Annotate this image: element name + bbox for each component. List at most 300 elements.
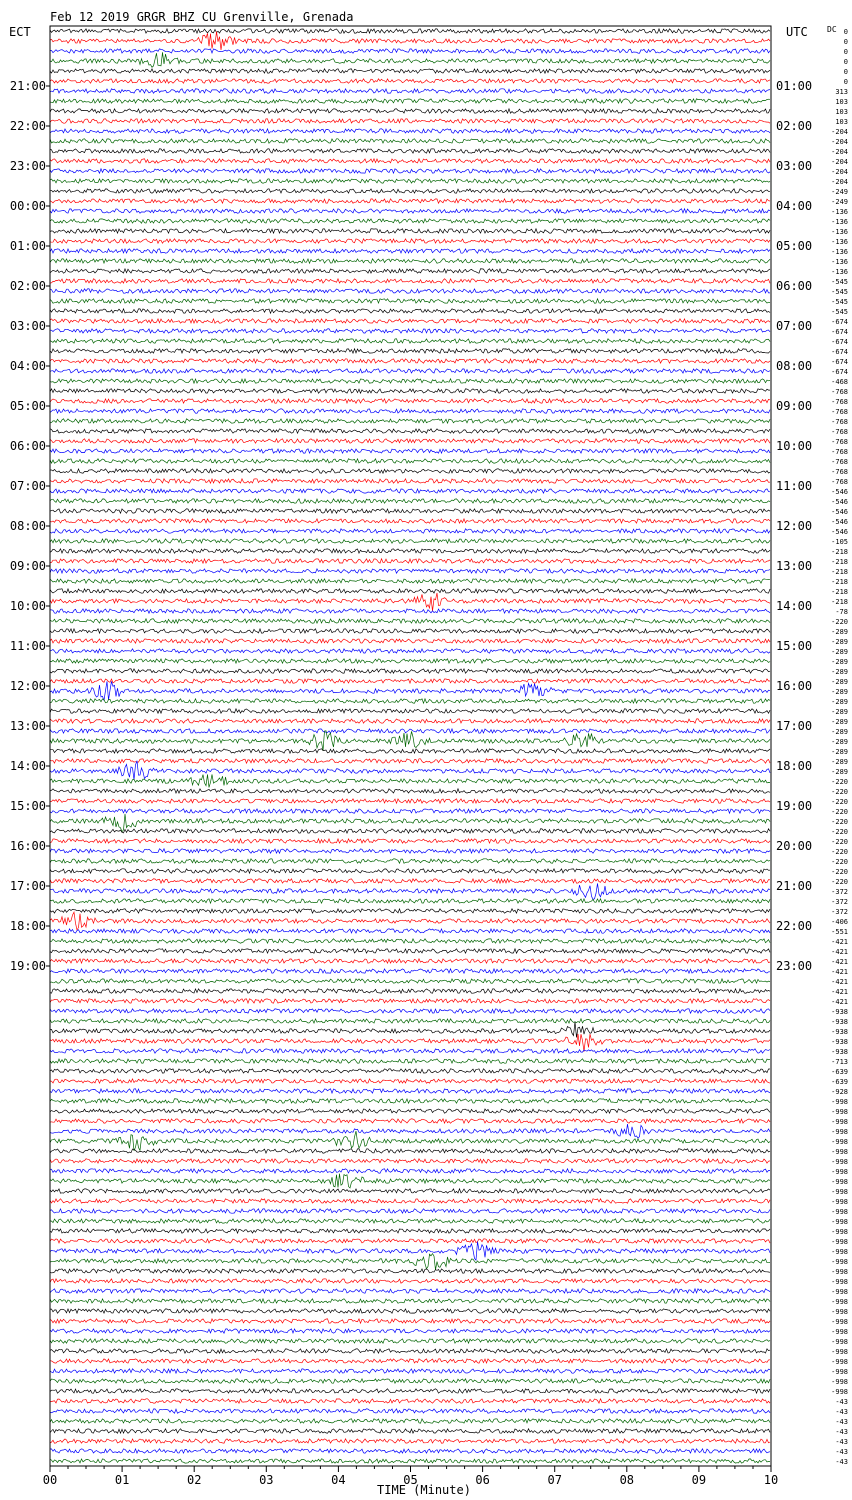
trace-90 (50, 929, 770, 933)
dc-offset-value: -43 (835, 1428, 848, 1436)
trace-65 (50, 679, 770, 683)
dc-offset-value: 103 (835, 98, 848, 106)
dc-offset-value: -204 (831, 128, 848, 136)
trace-138 (50, 1409, 770, 1413)
trace-9 (50, 119, 770, 123)
left-hour-label: 09:00 (9, 559, 46, 573)
dc-offset-value: -218 (831, 588, 848, 596)
x-tick-label: 05 (403, 1473, 418, 1487)
trace-15 (50, 179, 770, 183)
right-hour-label: 02:00 (776, 119, 813, 133)
trace-135 (50, 1379, 770, 1383)
trace-110 (50, 1124, 770, 1138)
trace-82 (50, 849, 770, 853)
trace-87 (50, 899, 770, 903)
trace-51 (50, 539, 770, 543)
trace-66 (50, 681, 770, 700)
dc-offset-value: -289 (831, 658, 848, 666)
trace-44 (50, 469, 770, 473)
trace-40 (50, 429, 770, 433)
left-hour-label: 18:00 (9, 919, 46, 933)
trace-55 (50, 579, 770, 583)
trace-35 (50, 379, 770, 383)
x-tick-label: 00 (42, 1473, 58, 1487)
dc-offset-value: -546 (831, 528, 848, 536)
right-hour-label: 20:00 (776, 839, 813, 853)
dc-offset-value: -546 (831, 488, 848, 496)
dc-offset-value: 103 (835, 118, 848, 126)
trace-72 (50, 749, 770, 753)
right-hour-label: 06:00 (776, 279, 813, 293)
trace-47 (50, 499, 770, 503)
trace-133 (50, 1359, 770, 1363)
dc-offset-value: -639 (831, 1078, 848, 1086)
right-hour-labels (776, 79, 812, 973)
dc-offset-value: -289 (831, 648, 848, 656)
dc-offset-value: -136 (831, 228, 848, 236)
x-axis-label: TIME (Minute) (377, 1483, 471, 1497)
trace-97 (50, 999, 770, 1003)
trace-63 (50, 659, 770, 663)
trace-111 (50, 1131, 770, 1151)
dc-offset-value: -768 (831, 478, 848, 486)
dc-offset-value: 0 (843, 48, 848, 56)
dc-offset-value: -546 (831, 498, 848, 506)
left-hour-label: 03:00 (9, 319, 46, 333)
trace-25 (50, 279, 770, 283)
dc-offset-value: -768 (831, 388, 848, 396)
trace-80 (50, 829, 770, 833)
trace-52 (50, 549, 770, 553)
trace-7 (50, 99, 770, 103)
trace-75 (50, 774, 770, 787)
x-tick-label: 08 (619, 1473, 635, 1487)
right-hour-label: 21:00 (776, 879, 813, 893)
trace-78 (50, 809, 770, 813)
dc-offset-value: -372 (831, 888, 848, 896)
right-axis-label: UTC (786, 25, 808, 39)
trace-61 (50, 639, 770, 643)
x-tick-label: 04 (331, 1473, 346, 1487)
dc-offset-value: -372 (831, 908, 848, 916)
left-hour-label: 10:00 (9, 599, 46, 613)
dc-offset-value: -551 (831, 928, 848, 936)
dc-offset-value: -220 (831, 858, 848, 866)
trace-119 (50, 1219, 770, 1223)
right-hour-label: 22:00 (776, 919, 813, 933)
dc-offset-value: -421 (831, 968, 848, 976)
trace-28 (50, 309, 770, 313)
trace-77 (50, 799, 770, 803)
trace-34 (50, 369, 770, 373)
trace-23 (50, 259, 770, 263)
trace-29 (50, 319, 770, 323)
left-hour-label: 15:00 (9, 799, 46, 813)
right-hour-label: 08:00 (776, 359, 813, 373)
dc-offset-value: -768 (831, 458, 848, 466)
trace-102 (50, 1049, 770, 1053)
trace-56 (50, 589, 770, 593)
left-hour-label: 00:00 (9, 199, 46, 213)
left-hour-label: 23:00 (9, 159, 46, 173)
left-hour-label: 05:00 (9, 399, 46, 413)
trace-127 (50, 1299, 770, 1303)
x-tick-label: 02 (186, 1473, 202, 1487)
dc-offset-value: -421 (831, 998, 848, 1006)
trace-22 (50, 249, 770, 253)
trace-53 (50, 559, 770, 563)
dc-offset-value: -998 (831, 1178, 848, 1186)
trace-123 (50, 1254, 770, 1270)
trace-73 (50, 759, 770, 763)
dc-offset-value: -998 (831, 1108, 848, 1116)
trace-70 (50, 729, 770, 733)
trace-84 (50, 869, 770, 873)
dc-offset-value: -218 (831, 558, 848, 566)
dc-offset-value: -928 (831, 1088, 848, 1096)
right-hour-label: 23:00 (776, 959, 813, 973)
x-tick-label: 09 (691, 1473, 707, 1487)
left-hour-label: 04:00 (9, 359, 46, 373)
dc-offset-value: -768 (831, 428, 848, 436)
left-hour-label: 14:00 (9, 759, 46, 773)
dc-label: DC (827, 25, 837, 34)
dc-offset-value: -545 (831, 308, 848, 316)
dc-offset-value: -204 (831, 148, 848, 156)
trace-48 (50, 509, 770, 513)
dc-offset-labels (831, 28, 848, 1466)
left-hour-label: 22:00 (9, 119, 46, 133)
left-hour-label: 21:00 (9, 79, 46, 93)
dc-offset-value: -998 (831, 1378, 848, 1386)
trace-91 (50, 939, 770, 943)
right-hour-label: 19:00 (776, 799, 813, 813)
trace-126 (50, 1289, 770, 1293)
left-hour-label: 08:00 (9, 519, 46, 533)
trace-33 (50, 359, 770, 363)
dc-offset-value: -220 (831, 868, 848, 876)
trace-31 (50, 339, 770, 343)
right-hour-label: 09:00 (776, 399, 813, 413)
trace-43 (50, 459, 770, 463)
trace-38 (50, 409, 770, 413)
trace-68 (50, 709, 770, 713)
trace-30 (50, 329, 770, 333)
dc-offset-value: -289 (831, 738, 848, 746)
dc-offset-value: -998 (831, 1188, 848, 1196)
trace-12 (50, 149, 770, 153)
trace-105 (50, 1079, 770, 1083)
left-axis-label: ECT (9, 25, 31, 39)
right-hour-label: 10:00 (776, 439, 813, 453)
trace-120 (50, 1229, 770, 1233)
dc-offset-value: -218 (831, 578, 848, 586)
trace-124 (50, 1269, 770, 1273)
dc-offset-value: -674 (831, 318, 848, 326)
dc-offset-value: -43 (835, 1458, 848, 1466)
trace-59 (50, 619, 770, 623)
trace-89 (50, 912, 770, 930)
dc-offset-value: -289 (831, 638, 848, 646)
trace-131 (50, 1339, 770, 1343)
left-hour-label: 02:00 (9, 279, 46, 293)
right-hour-label: 05:00 (776, 239, 813, 253)
left-hour-label: 16:00 (9, 839, 46, 853)
right-hour-label: 16:00 (776, 679, 813, 693)
trace-118 (50, 1209, 770, 1213)
trace-93 (50, 959, 770, 963)
dc-offset-value: -406 (831, 918, 848, 926)
left-hour-label: 01:00 (9, 239, 46, 253)
dc-offset-value: -713 (831, 1058, 848, 1066)
trace-17 (50, 199, 770, 203)
left-hour-label: 17:00 (9, 879, 46, 893)
dc-offset-value: -938 (831, 1018, 848, 1026)
trace-136 (50, 1389, 770, 1393)
dc-offset-value: -218 (831, 568, 848, 576)
trace-141 (50, 1439, 770, 1443)
trace-0 (50, 29, 770, 33)
dc-offset-value: 0 (843, 38, 848, 46)
trace-14 (50, 169, 770, 173)
trace-86 (50, 883, 770, 899)
trace-3 (50, 52, 770, 67)
dc-offset-value: -136 (831, 208, 848, 216)
dc-offset-value: -674 (831, 328, 848, 336)
trace-94 (50, 969, 770, 973)
dc-offset-value: -289 (831, 688, 848, 696)
left-hour-label: 07:00 (9, 479, 46, 493)
trace-71 (50, 731, 770, 751)
left-hour-label: 06:00 (9, 439, 46, 453)
trace-88 (50, 909, 770, 913)
trace-46 (50, 489, 770, 493)
trace-60 (50, 629, 770, 633)
trace-134 (50, 1369, 770, 1373)
dc-offset-value: -998 (831, 1308, 848, 1316)
trace-20 (50, 229, 770, 233)
dc-offset-value: -468 (831, 378, 848, 386)
trace-27 (50, 299, 770, 303)
dc-offset-value: 0 (843, 68, 848, 76)
dc-offset-value: -998 (831, 1358, 848, 1366)
dc-offset-value: -105 (831, 538, 848, 546)
dc-offset-value: -289 (831, 708, 848, 716)
trace-85 (50, 879, 770, 883)
trace-100 (50, 1022, 770, 1038)
dc-offset-value: -768 (831, 468, 848, 476)
dc-offset-value: -43 (835, 1398, 848, 1406)
right-hour-label: 12:00 (776, 519, 813, 533)
dc-offset-value: -768 (831, 448, 848, 456)
dc-offset-value: -136 (831, 258, 848, 266)
dc-offset-value: -220 (831, 808, 848, 816)
trace-125 (50, 1279, 770, 1283)
trace-37 (50, 399, 770, 403)
trace-103 (50, 1059, 770, 1063)
chart-title: Feb 12 2019 GRGR BHZ CU Grenville, Grenada (50, 10, 354, 24)
dc-offset-value: -998 (831, 1228, 848, 1236)
trace-140 (50, 1429, 770, 1433)
trace-104 (50, 1069, 770, 1073)
trace-54 (50, 569, 770, 573)
trace-137 (50, 1399, 770, 1403)
trace-83 (50, 859, 770, 863)
dc-offset-value: -998 (831, 1248, 848, 1256)
dc-offset-value: -220 (831, 828, 848, 836)
right-hour-label: 14:00 (776, 599, 813, 613)
dc-offset-value: -768 (831, 398, 848, 406)
right-hour-label: 03:00 (776, 159, 813, 173)
trace-76 (50, 789, 770, 793)
dc-offset-value: -998 (831, 1098, 848, 1106)
dc-offset-value: -421 (831, 978, 848, 986)
left-hour-label: 13:00 (9, 719, 46, 733)
trace-81 (50, 839, 770, 843)
trace-95 (50, 979, 770, 983)
x-tick-label: 01 (114, 1473, 130, 1487)
right-hour-label: 11:00 (776, 479, 813, 493)
trace-11 (50, 139, 770, 143)
dc-offset-value: -289 (831, 678, 848, 686)
dc-offset-value: -289 (831, 628, 848, 636)
trace-50 (50, 529, 770, 533)
dc-offset-value: -249 (831, 198, 848, 206)
trace-21 (50, 239, 770, 243)
right-hour-label: 04:00 (776, 199, 813, 213)
dc-offset-value: -998 (831, 1388, 848, 1396)
dc-offset-value: -998 (831, 1318, 848, 1326)
trace-114 (50, 1169, 770, 1173)
dc-offset-value: -43 (835, 1438, 848, 1446)
dc-offset-value: -938 (831, 1048, 848, 1056)
dc-offset-value: -372 (831, 898, 848, 906)
dc-offset-value: -136 (831, 238, 848, 246)
dc-offset-value: -220 (831, 818, 848, 826)
dc-offset-value: -674 (831, 338, 848, 346)
trace-36 (50, 389, 770, 393)
dc-offset-value: -43 (835, 1418, 848, 1426)
dc-offset-value: -220 (831, 798, 848, 806)
dc-offset-value: -136 (831, 268, 848, 276)
trace-26 (50, 289, 770, 293)
dc-offset-value: -639 (831, 1068, 848, 1076)
dc-offset-value: -218 (831, 598, 848, 606)
dc-offset-value: -136 (831, 248, 848, 256)
dc-offset-value: -674 (831, 368, 848, 376)
dc-offset-value: -546 (831, 518, 848, 526)
left-hour-label: 19:00 (9, 959, 46, 973)
dc-offset-value: -220 (831, 838, 848, 846)
left-hour-label: 12:00 (9, 679, 46, 693)
dc-offset-value: -998 (831, 1218, 848, 1226)
dc-offset-value: -43 (835, 1448, 848, 1456)
trace-107 (50, 1099, 770, 1103)
trace-99 (50, 1019, 770, 1023)
dc-offset-value: -545 (831, 298, 848, 306)
trace-112 (50, 1149, 770, 1153)
trace-109 (50, 1119, 770, 1123)
dc-offset-value: -998 (831, 1148, 848, 1156)
trace-121 (50, 1239, 770, 1243)
trace-64 (50, 669, 770, 673)
trace-132 (50, 1349, 770, 1353)
trace-69 (50, 719, 770, 723)
trace-113 (50, 1159, 770, 1163)
trace-92 (50, 949, 770, 953)
trace-2 (50, 49, 770, 53)
trace-4 (50, 69, 770, 73)
dc-offset-value: -998 (831, 1268, 848, 1276)
dc-offset-value: -289 (831, 758, 848, 766)
dc-offset-value: -220 (831, 778, 848, 786)
trace-101 (50, 1034, 770, 1052)
dc-offset-value: 0 (843, 58, 848, 66)
trace-18 (50, 209, 770, 213)
dc-offset-value: -249 (831, 188, 848, 196)
trace-106 (50, 1089, 770, 1093)
trace-108 (50, 1109, 770, 1113)
trace-115 (50, 1174, 770, 1188)
trace-24 (50, 269, 770, 273)
trace-lines (50, 29, 770, 1463)
trace-8 (50, 109, 770, 113)
dc-offset-value: 0 (843, 28, 848, 36)
trace-62 (50, 649, 770, 653)
dc-offset-value: -768 (831, 408, 848, 416)
right-hour-label: 15:00 (776, 639, 813, 653)
dc-offset-value: -998 (831, 1158, 848, 1166)
dc-offset-value: -998 (831, 1258, 848, 1266)
dc-offset-value: -998 (831, 1198, 848, 1206)
trace-41 (50, 439, 770, 443)
trace-58 (50, 609, 770, 613)
dc-offset-value: -220 (831, 788, 848, 796)
trace-142 (50, 1449, 770, 1453)
dc-offset-value: 313 (835, 88, 848, 96)
trace-42 (50, 449, 770, 453)
trace-129 (50, 1319, 770, 1323)
dc-offset-value: -768 (831, 418, 848, 426)
dc-offset-value: -421 (831, 988, 848, 996)
x-tick-label: 06 (475, 1473, 490, 1487)
trace-49 (50, 519, 770, 523)
x-tick-label: 07 (547, 1473, 562, 1487)
trace-45 (50, 479, 770, 483)
dc-offset-value: -289 (831, 698, 848, 706)
x-tick-label: 10 (763, 1473, 779, 1487)
dc-offset-value: -78 (835, 608, 848, 616)
dc-offset-value: -204 (831, 178, 848, 186)
trace-122 (50, 1242, 770, 1261)
left-hour-label: 11:00 (9, 639, 46, 653)
dc-offset-value: -204 (831, 158, 848, 166)
right-hour-label: 07:00 (776, 319, 813, 333)
left-hour-labels (10, 79, 50, 973)
right-hour-label: 18:00 (776, 759, 813, 773)
dc-offset-value: -204 (831, 168, 848, 176)
right-hour-label: 01:00 (776, 79, 813, 93)
trace-10 (50, 129, 770, 133)
dc-offset-value: -289 (831, 668, 848, 676)
dc-offset-value: -289 (831, 728, 848, 736)
dc-offset-value: -998 (831, 1208, 848, 1216)
dc-offset-value: -998 (831, 1138, 848, 1146)
trace-117 (50, 1199, 770, 1203)
dc-offset-value: -998 (831, 1328, 848, 1336)
trace-139 (50, 1419, 770, 1423)
trace-39 (50, 419, 770, 423)
